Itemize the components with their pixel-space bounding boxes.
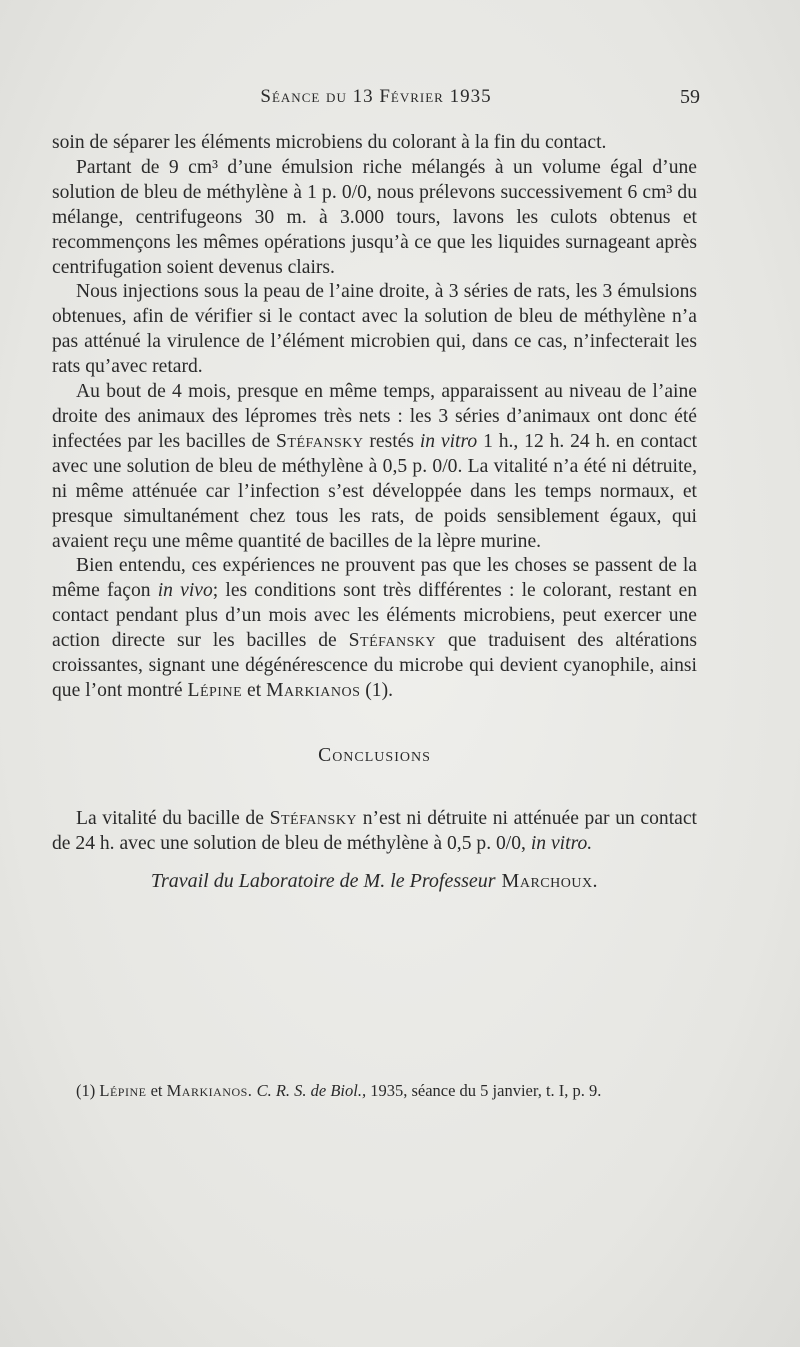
footnote-citation: 1935, séance du 5 janvier, t. I, p. 9. (370, 1081, 602, 1100)
author-name-markianos: Markianos (266, 679, 361, 701)
signature-name: Marchoux. (501, 869, 599, 892)
paragraph-4-text-c: 1 h., 12 h. 24 h. en contact avec une solution de bleu de méthylène à 0,5 p. 0/0. La vitalité n’a été ni détruite, ni même atténuée car l’infection s’est développée dans les temps normaux, et presque simultanément chez tous les rats, de poids sensiblement égaux, qui avaient reçu une même quantité de bacilles de la lèpre murine. (52, 430, 698, 552)
paragraph-2: Partant de 9 cm³ d’une émulsion riche mélangés à un volume égal d’une solution de bleu de méthylène à 1 p. 0/0, nous prélevons successivement 6 cm³ du mélange, centrifugeons 30 m. à 3.000 tours, lavons les culots obtenus et recommençons les mêmes opérations jusqu’à ce que les liquides surnageant après centrifugation soient devenus clairs. (52, 156, 697, 278)
conclusions-text-b: n’est ni détruite ni atténuée par un contact de 24 h. avec une solution de bleu de méthylène à 0,5 p. 0/0, (52, 807, 697, 854)
running-head: Séance du 13 Février 1935 (260, 86, 492, 107)
author-name-stefansky: Stéfansky (348, 630, 437, 652)
laboratory-signature (52, 869, 697, 894)
footnote-author-markianos: Markianos. (166, 1081, 253, 1100)
paragraph-5 (52, 554, 697, 703)
paragraph-5-text-d: et (247, 679, 262, 701)
footnote-and: et (150, 1081, 163, 1100)
paragraph-5-text-a: Bien entendu, ces expériences ne prouvent pas que les choses se passent de la même façon (52, 555, 697, 602)
footnote-author-lepine: Lépine (99, 1081, 147, 1100)
paragraph-1: soin de séparer les éléments microbiens du colorant à la fin du contact. (52, 132, 607, 153)
footnote-marker: (1) (76, 1081, 96, 1100)
author-name-lepine: Lépine (187, 679, 243, 701)
page-header (52, 86, 700, 116)
italic-in-vitro: in vitro. (530, 832, 593, 854)
paragraph-5-text-b: ; les conditions sont très différentes : le colorant, restant en contact pendant plus d’un mois avec les éléments microbiens, peut exercer une action directe sur les bacilles de (52, 580, 698, 652)
author-name-stefansky: Stéfansky (276, 430, 364, 452)
page-number: 59 (680, 86, 700, 108)
paragraph-4-text-a: Au bout de 4 mois, presque en même temps, apparaissent au niveau de l’aine droite des animaux des lépromes très nets : les 3 séries d’animaux ont donc été infectées par les bacilles de (52, 381, 697, 452)
paragraph-3: Nous injections sous la peau de l’aine droite, à 3 séries de rats, les 3 émulsions obtenues, afin de vérifier si le contact avec la solution de bleu de méthylène n’a pas atténué la virulence de l’élément microbien qui, dans ce cas, n’infecterait les rats qu’avec retard. (52, 281, 697, 378)
section-heading-conclusions: Conclusions (318, 744, 431, 766)
signature-italic: Travail du Laboratoire de M. le Professeur (150, 869, 496, 892)
body-text (52, 131, 697, 893)
footnote-reference: (1). (365, 679, 394, 701)
author-name-stefansky: Stéfansky (269, 807, 358, 829)
paragraph-4-text-b: restés (369, 430, 414, 452)
footnote (52, 1080, 700, 1102)
footnote-journal: C. R. S. de Biol., (256, 1081, 367, 1100)
paragraph-5-text-c: que traduisent des altérations croissantes, signant une dégénérescence du microbe qui devient cyanophile, ainsi que l’ont montré (52, 630, 697, 701)
italic-in-vitro: in vitro (419, 430, 478, 452)
paragraph-4 (52, 380, 697, 554)
conclusions-text-a: La vitalité du bacille de (76, 807, 264, 829)
italic-in-vivo: in vivo (157, 580, 213, 602)
conclusions-paragraph (52, 807, 697, 857)
